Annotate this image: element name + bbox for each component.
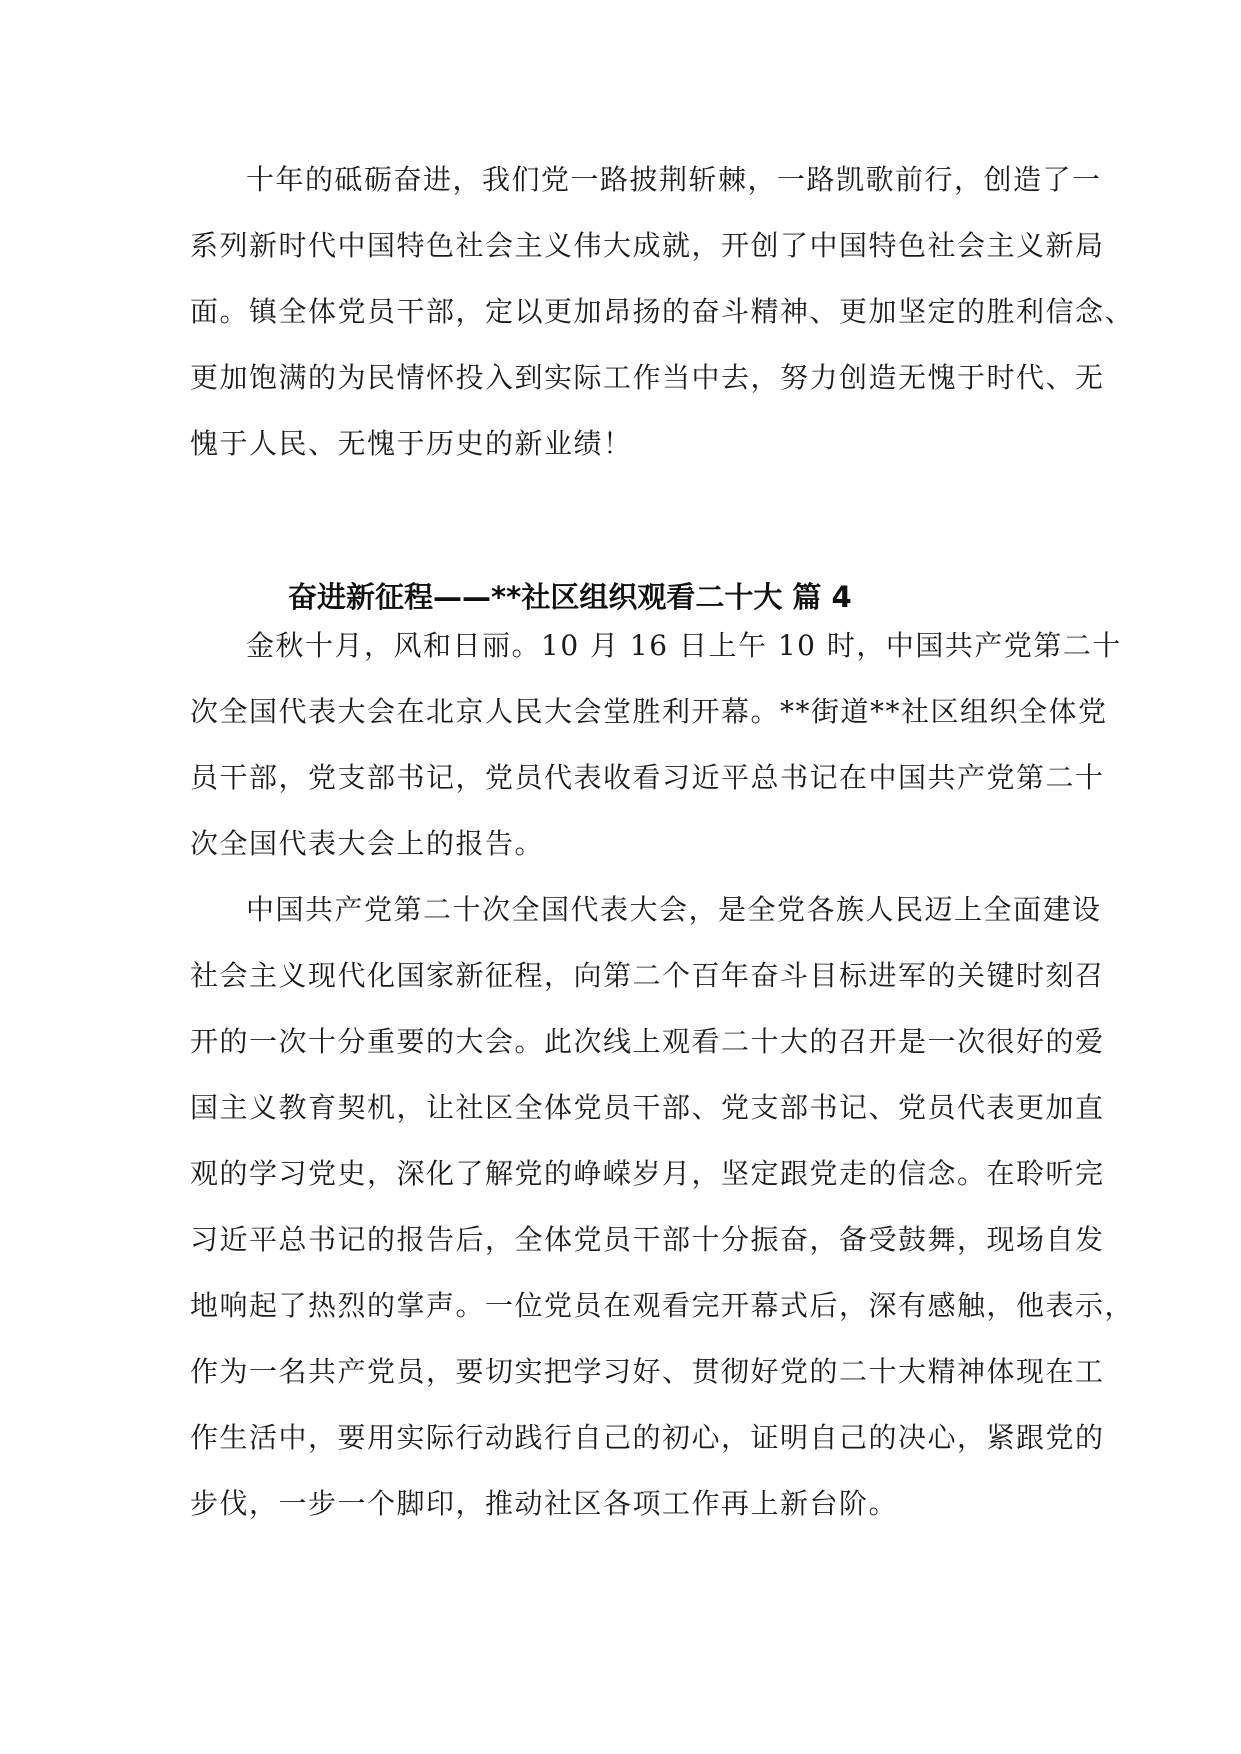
paragraph-line: 金秋十月，风和日丽。10 月 16 日上午 10 时，中国共产党第二十: [246, 629, 1122, 662]
paragraph-line: 开的一次十分重要的大会。此次线上观看二十大的召开是一次很好的爱: [190, 1025, 1105, 1058]
paragraph-line: 中国共产党第二十次全国代表大会，是全党各族人民迈上全面建设: [246, 893, 1102, 926]
paragraph-line: 习近平总书记的报告后，全体党员干部十分振奋，备受鼓舞，现场自发: [190, 1223, 1105, 1256]
paragraph-line: 十年的砥砺奋进，我们党一路披荆斩棘，一路凯歌前行，创造了一: [246, 163, 1102, 196]
paragraph-line: 员干部，党支部书记，党员代表收看习近平总书记在中国共产党第二十: [190, 761, 1105, 794]
paragraph-line: 更加饱满的为民情怀投入到实际工作当中去，努力创造无愧于时代、无: [190, 361, 1105, 394]
paragraph-line: 次全国代表大会上的报告。: [190, 827, 545, 860]
paragraph-line: 面。镇全体党员干部，定以更加昂扬的奋斗精神、更加坚定的胜利信念、: [190, 295, 1135, 328]
paragraph-line: 步伐，一步一个脚印，推动社区各项工作再上新台阶。: [190, 1487, 899, 1520]
paragraph-line: 愧于人民、无愧于历史的新业绩！: [190, 427, 633, 460]
paragraph-line: 作为一名共产党员，要切实把学习好、贯彻好党的二十大精神体现在工: [190, 1355, 1105, 1388]
paragraph-line: 地响起了热烈的掌声。一位党员在观看完开幕式后，深有感触，他表示，: [190, 1289, 1135, 1322]
paragraph-line: 作生活中，要用实际行动践行自己的初心，证明自己的决心，紧跟党的: [190, 1421, 1105, 1454]
paragraph-line: 次全国代表大会在北京人民大会堂胜利开幕。**街道**社区组织全体党: [190, 695, 1108, 728]
paragraph-line: 观的学习党史，深化了解党的峥嵘岁月，坚定跟党走的信念。在聆听完: [190, 1157, 1105, 1190]
paragraph-line: 社会主义现代化国家新征程，向第二个百年奋斗目标进军的关键时刻召: [190, 959, 1105, 992]
paragraph-line: 国主义教育契机，让社区全体党员干部、党支部书记、党员代表更加直: [190, 1091, 1105, 1124]
paragraph-line: 系列新时代中国特色社会主义伟大成就，开创了中国特色社会主义新局: [190, 229, 1105, 262]
section-title: 奋进新征程——**社区组织观看二十大 篇 4: [288, 580, 852, 614]
